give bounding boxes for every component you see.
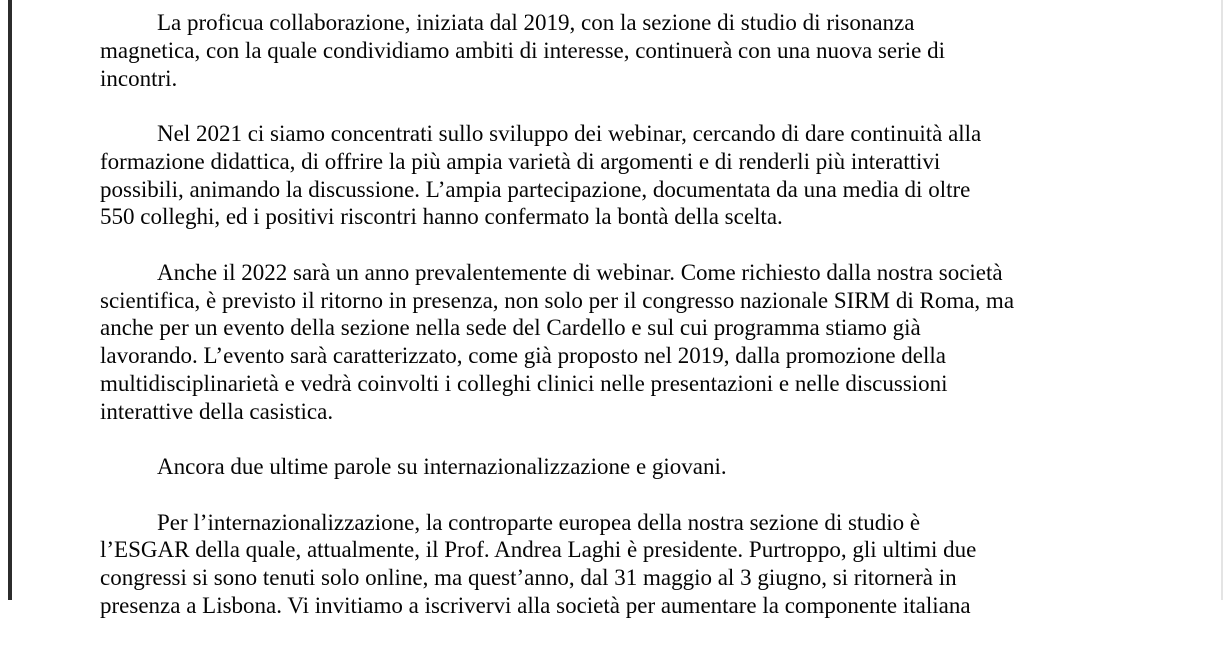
text-line: l’ESGAR della quale, attualmente, il Prof. Andrea Laghi è presidente. Purtroppo, gli ultimi due [100, 537, 977, 563]
text-line: Ancora due ultime parole su internazionalizzazione e giovani. [157, 454, 727, 479]
document-body [100, 9, 1160, 647]
text-line: congressi si sono tenuti solo online, ma quest’anno, dal 31 maggio al 3 giugno, si ritornerà in [100, 565, 957, 590]
paragraph [100, 259, 1160, 426]
text-line: 550 colleghi, ed i positivi riscontri hanno confermato la bontà della scelta. [100, 204, 783, 230]
text-line: multidisciplinarietà e vedrà coinvolti i colleghi clinici nelle presentazioni e nelle discussioni [100, 370, 948, 396]
paragraph [100, 9, 1160, 92]
text-line: scientifica, è previsto il ritorno in presenza, non solo per il congresso nazionale SIRM di Roma, ma [100, 287, 1015, 313]
page-right-edge [1221, 0, 1223, 600]
paragraph [100, 453, 1160, 481]
text-line: possibili, animando la discussione. L’ampia partecipazione, documentata da una media di oltre [100, 176, 971, 202]
text-line: lavorando. L’evento sarà caratterizzato, come già proposto nel 2019, dalla promozione della [100, 343, 946, 368]
text-line: interattive della casistica. [100, 398, 334, 424]
text-line: Per l’internazionalizzazione, la controparte europea della nostra sezione di studio è [157, 509, 921, 535]
paragraph [100, 120, 1160, 231]
text-line: incontri. [100, 65, 178, 91]
text-line: anche per un evento della sezione nella sede del Cardello e sul cui programma stiamo già [100, 315, 921, 341]
text-line: Nel 2021 ci siamo concentrati sullo sviluppo dei webinar, cercando di dare continuità alla [157, 121, 982, 146]
text-line: Anche il 2022 sarà un anno prevalentemente di webinar. Come richiesto dalla nostra società [157, 259, 1003, 285]
text-line: magnetica, con la quale condividiamo ambiti di interesse, continuerà con una nuova serie di [100, 37, 945, 63]
text-line: formazione didattica, di offrire la più ampia varietà di argomenti e di renderli più interattivi [100, 148, 941, 174]
text-line: La proficua collaborazione, iniziata dal 2019, con la sezione di studio di risonanza [157, 10, 915, 35]
page-left-border [8, 0, 12, 600]
paragraph [100, 509, 1160, 620]
text-line: presenza a Lisbona. Vi invitiamo a iscrivervi alla società per aumentare la componente italiana [100, 592, 971, 618]
